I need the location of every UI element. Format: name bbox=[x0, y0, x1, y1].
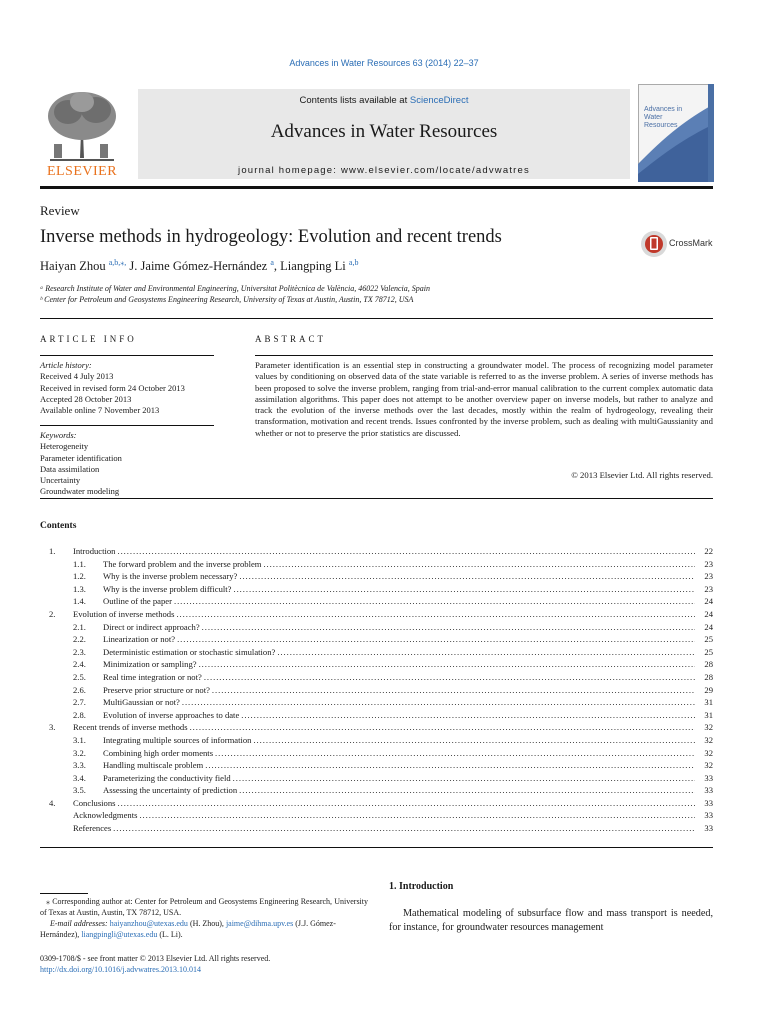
toc-entry-label[interactable]: Integrating multiple sources of information bbox=[103, 734, 252, 745]
toc-entry[interactable] bbox=[40, 646, 713, 659]
toc-entry-label[interactable]: Why is the inverse problem necessary? bbox=[103, 571, 238, 582]
email-link[interactable]: haiyanzhou@utexas.edu bbox=[109, 919, 188, 928]
toc-leader-dots bbox=[118, 797, 696, 810]
toc-entry-number: 2.6. bbox=[73, 684, 86, 695]
toc-leader-dots bbox=[182, 696, 695, 709]
toc-leader-dots bbox=[177, 633, 695, 646]
toc-leader-dots bbox=[233, 772, 695, 785]
toc-entry-label[interactable]: Handling multiscale problem bbox=[103, 760, 204, 771]
toc-entry-number: 1.4. bbox=[73, 596, 86, 607]
toc-entry-number: 1.1. bbox=[73, 558, 86, 569]
toc-entry-label[interactable]: Conclusions bbox=[73, 797, 116, 808]
keyword: Uncertainty bbox=[40, 475, 81, 486]
article-type: Review bbox=[40, 203, 80, 218]
toc-leader-dots bbox=[174, 595, 695, 608]
author-affil-sup[interactable]: a bbox=[270, 258, 274, 267]
elsevier-logo[interactable] bbox=[40, 88, 124, 180]
toc-entry[interactable] bbox=[40, 721, 713, 734]
keyword: Heterogeneity bbox=[40, 441, 89, 452]
toc-entry-page: 25 bbox=[704, 634, 713, 645]
toc-entry-label[interactable]: Preserve prior structure or not? bbox=[103, 684, 210, 695]
toc-entry[interactable] bbox=[40, 608, 713, 621]
elsevier-wordmark: ELSEVIER bbox=[46, 164, 118, 179]
toc-entry-label[interactable]: Outline of the paper bbox=[103, 596, 172, 607]
toc-entry-page: 31 bbox=[704, 709, 713, 720]
toc-entry-label[interactable]: Why is the inverse problem difficult? bbox=[103, 583, 232, 594]
toc-entry-label[interactable]: Recent trends of inverse methods bbox=[73, 722, 188, 733]
toc-entry-label[interactable]: Linearization or not? bbox=[103, 634, 176, 645]
toc-entry-page: 28 bbox=[704, 659, 713, 670]
history-online: Available online 7 November 2013 bbox=[40, 405, 160, 416]
toc-entry-page: 33 bbox=[704, 785, 713, 796]
email-link[interactable]: jaime@dihma.upv.es bbox=[225, 919, 294, 928]
journal-homepage[interactable]: journal homepage: www.elsevier.com/locate/advwatres bbox=[238, 165, 530, 176]
sciencedirect-link[interactable]: ScienceDirect bbox=[409, 95, 469, 106]
doi-link[interactable]: http://dx.doi.org/10.1016/j.advwatres.2013.10.014 bbox=[40, 965, 201, 974]
toc-entry-label[interactable]: Evolution of inverse methods bbox=[73, 608, 175, 619]
toc-entry-label[interactable]: References bbox=[73, 823, 112, 834]
article-info-rule bbox=[40, 355, 214, 356]
abstract-copyright: © 2013 Elsevier Ltd. All rights reserved. bbox=[571, 470, 713, 480]
toc-leader-dots bbox=[239, 784, 695, 797]
toc-entry-number: 2.3. bbox=[73, 646, 86, 657]
author-list: Haiyan Zhou $^{a,b,⁎,}$ J. Jaime Gómez-Hernández $^a$, Liangping Li $^{a,b}$ bbox=[40, 258, 359, 274]
toc-entry-number: 2.4. bbox=[73, 659, 86, 670]
header-rule bbox=[40, 186, 713, 189]
toc-entry-page: 24 bbox=[704, 608, 713, 619]
toc-entry[interactable] bbox=[40, 570, 713, 583]
toc-entry-label[interactable]: The forward problem and the inverse problem bbox=[103, 558, 262, 569]
toc-entry-label[interactable]: Acknowledgments bbox=[73, 810, 138, 821]
toc-entry-number: 2.8. bbox=[73, 709, 86, 720]
toc-leader-dots bbox=[277, 646, 695, 659]
toc-entry-number: 2.5. bbox=[73, 671, 86, 682]
toc-entry-page: 33 bbox=[704, 772, 713, 783]
toc-entry-number: 2.7. bbox=[73, 697, 86, 708]
toc-entry-page: 23 bbox=[704, 583, 713, 594]
table-of-contents bbox=[40, 545, 713, 835]
toc-leader-dots bbox=[199, 658, 695, 671]
issn-line: 0309-1708/$ - see front matter © 2013 Elsevier Ltd. All rights reserved. bbox=[40, 954, 271, 963]
toc-entry-label[interactable]: Direct or indirect approach? bbox=[103, 621, 200, 632]
toc-leader-dots bbox=[263, 558, 695, 571]
toc-entry-number: 2.1. bbox=[73, 621, 86, 632]
toc-leader-dots bbox=[176, 608, 695, 621]
toc-entry-number: 1.2. bbox=[73, 571, 86, 582]
toc-entry-page: 24 bbox=[704, 621, 713, 632]
toc-entry[interactable] bbox=[40, 671, 713, 684]
toc-entry-number: 3.4. bbox=[73, 772, 86, 783]
issn-block bbox=[40, 953, 270, 975]
toc-entry-label[interactable]: Deterministic estimation or stochastic simulation? bbox=[103, 646, 276, 657]
toc-entry-page: 25 bbox=[704, 646, 713, 657]
toc-entry-label[interactable]: Assessing the uncertainty of prediction bbox=[103, 785, 238, 796]
toc-entry-label[interactable]: Minimization or sampling? bbox=[103, 659, 197, 670]
introduction-text: Mathematical modeling of subsurface flow and mass transport is needed, for instance, for groundwater resources management bbox=[389, 908, 713, 933]
toc-entry-page: 32 bbox=[704, 747, 713, 758]
toc-entry-page: 33 bbox=[704, 823, 713, 834]
toc-entry-page: 29 bbox=[704, 684, 713, 695]
keyword: Groundwater modeling bbox=[40, 486, 120, 497]
author-name[interactable]: J. Jaime Gómez-Hernández bbox=[129, 259, 268, 274]
contents-available-line: Contents lists available at ScienceDirect bbox=[299, 95, 469, 106]
toc-entry-page: 23 bbox=[704, 558, 713, 569]
toc-entry[interactable] bbox=[40, 633, 713, 646]
toc-entry[interactable] bbox=[40, 784, 713, 797]
toc-entry-page: 28 bbox=[704, 671, 713, 682]
toc-entry-label[interactable]: Evolution of inverse approaches to date bbox=[103, 709, 240, 720]
history-label: Article history: bbox=[40, 360, 92, 370]
toc-entry-number: 3. bbox=[49, 722, 56, 733]
toc-entry[interactable] bbox=[40, 696, 713, 709]
toc-entry-page: 31 bbox=[704, 697, 713, 708]
history-accepted: Accepted 28 October 2013 bbox=[40, 393, 132, 404]
affiliation-b: ᵇ Center for Petroleum and Geosystems Engineering Research, University of Texas at Austin, Austin, TX 78712, USA bbox=[40, 295, 414, 304]
introduction-heading: 1. Introduction bbox=[389, 881, 454, 892]
toc-entry-label[interactable]: Combining high order moments bbox=[103, 747, 214, 758]
affiliation-a: ᵃ Research Institute of Water and Environmental Engineering, Universitat Politècnica de València, 46022 Valencia, Spain bbox=[40, 284, 431, 293]
toc-leader-dots bbox=[241, 709, 695, 722]
toc-entry[interactable] bbox=[40, 809, 713, 822]
author-affil-sup[interactable]: a,b bbox=[348, 258, 359, 267]
toc-entry[interactable] bbox=[40, 759, 713, 772]
author-name[interactable]: Liangping Li bbox=[280, 259, 346, 274]
contents-heading: Contents bbox=[40, 521, 77, 531]
toc-entry-number: 1.3. bbox=[73, 583, 86, 594]
toc-entry-label[interactable]: MultiGaussian or not? bbox=[103, 697, 180, 708]
toc-entry[interactable] bbox=[40, 595, 713, 608]
toc-leader-dots bbox=[253, 734, 695, 747]
toc-entry-page: 32 bbox=[704, 722, 713, 733]
email-link[interactable]: liangpingli@utexas.edu bbox=[81, 930, 158, 939]
toc-entry-page: 33 bbox=[704, 797, 713, 808]
email-addresses: E-mail addresses: haiyanzhou@utexas.edu (H. Zhou), jaime@dihma.upv.es (J.J. Gómez-Hernández), liangpingli@utexas.edu (L. Li). bbox=[40, 919, 336, 939]
toc-entry-page: 33 bbox=[704, 810, 713, 821]
toc-leader-dots bbox=[215, 747, 695, 760]
cover-title: Advances in Water Resources bbox=[644, 106, 683, 129]
toc-leader-dots bbox=[212, 684, 695, 697]
toc-entry-page: 32 bbox=[704, 734, 713, 745]
contents-rule bbox=[40, 847, 713, 848]
toc-entry-label[interactable]: Introduction bbox=[73, 546, 116, 556]
toc-entry[interactable] bbox=[40, 621, 713, 634]
toc-entry-number: 3.3. bbox=[73, 760, 86, 771]
journal-name: Advances in Water Resources bbox=[270, 121, 498, 142]
toc-leader-dots bbox=[233, 583, 695, 596]
toc-leader-dots bbox=[204, 671, 695, 684]
toc-entry-number: 3.5. bbox=[73, 785, 86, 796]
toc-entry-page: 23 bbox=[704, 571, 713, 582]
abstract-heading: ABSTRACT bbox=[255, 334, 327, 344]
keyword: Parameter identification bbox=[40, 452, 122, 463]
corresponding-author-footnote bbox=[40, 896, 368, 940]
toc-entry[interactable] bbox=[40, 747, 713, 760]
toc-entry[interactable] bbox=[40, 734, 713, 747]
toc-leader-dots bbox=[190, 721, 695, 734]
crossmark-badge[interactable] bbox=[640, 230, 720, 258]
toc-entry-page: 24 bbox=[704, 596, 713, 607]
toc-entry-number: 4. bbox=[49, 797, 56, 808]
toc-entry[interactable] bbox=[40, 545, 713, 558]
toc-leader-dots bbox=[117, 545, 695, 558]
toc-entry[interactable] bbox=[40, 772, 713, 785]
toc-entry-number: 2.2. bbox=[73, 634, 86, 645]
toc-entry[interactable] bbox=[40, 583, 713, 596]
author-affil-sup[interactable]: a,b,⁎, bbox=[108, 258, 127, 267]
corresponding-author: ⁎ Corresponding author at: Center for Petroleum and Geosystems Engineering Research, University of Texas at Austin, Austin, TX 78712, USA. bbox=[40, 897, 368, 917]
toc-leader-dots bbox=[202, 621, 695, 634]
journal-cover-icon bbox=[638, 84, 714, 182]
toc-entry-page: 22 bbox=[704, 546, 713, 556]
email-label: E-mail addresses: bbox=[50, 919, 108, 928]
toc-entry-number: 3.2. bbox=[73, 747, 86, 758]
keyword: Data assimilation bbox=[40, 463, 100, 474]
journal-cover-thumbnail[interactable] bbox=[638, 84, 714, 182]
toc-leader-dots bbox=[113, 822, 695, 835]
toc-entry[interactable] bbox=[40, 684, 713, 697]
history-revised: Received in revised form 24 October 2013 bbox=[40, 382, 185, 393]
toc-entry[interactable] bbox=[40, 658, 713, 671]
toc-leader-dots bbox=[139, 809, 695, 822]
toc-entry[interactable] bbox=[40, 797, 713, 810]
article-info-heading: ARTICLE INFO bbox=[40, 334, 137, 344]
toc-entry-number: 3.1. bbox=[73, 734, 86, 745]
history-received: Received 4 July 2013 bbox=[40, 371, 114, 382]
article-title: Inverse methods in hydrogeology: Evolution and recent trends bbox=[40, 227, 502, 247]
keywords bbox=[40, 430, 214, 498]
article-history bbox=[40, 360, 214, 416]
toc-entry-page: 32 bbox=[704, 760, 713, 771]
keywords-label: Keywords: bbox=[40, 430, 77, 440]
abstract-text: Parameter identification is an essential step in constructing a groundwater model. The process of recognizing model parameter values by conditioning on observed data of the state variable is referred to as the inverse problem. A series of inverse methods has been proposed to solve the inverse problem, ranging from trial-and-error manual calibration to the current complex automatic data assimilation algorithms. This paper does not attempt to be another overview paper on inverse models, but rather to analyze and track the evolution of the inverse methods over the last decades, mostly within the realm of hydrogeology, revealing their transformation, motivation and recent trends. Issues confronted by the inverse problem, such as dealing with multiGaussianity and whether or not to preserve the prior statistics are discussed. bbox=[255, 360, 713, 438]
toc-entry-number: 2. bbox=[49, 608, 56, 619]
toc-entry[interactable] bbox=[40, 709, 713, 722]
toc-entry[interactable] bbox=[40, 822, 713, 835]
article-info-bottom-rule bbox=[40, 498, 713, 499]
crossmark-label: CrossMark bbox=[669, 238, 713, 248]
toc-entry-label[interactable]: Parameterizing the conductivity field bbox=[103, 772, 231, 783]
toc-leader-dots bbox=[239, 570, 695, 583]
author-name[interactable]: Haiyan Zhou bbox=[40, 259, 106, 274]
abstract-rule bbox=[255, 355, 713, 356]
journal-header-box bbox=[138, 89, 630, 179]
toc-entry-label[interactable]: Real time integration or not? bbox=[103, 671, 202, 682]
crossmark-icon bbox=[640, 230, 668, 258]
journal-citation[interactable]: Advances in Water Resources 63 (2014) 22–37 bbox=[289, 58, 479, 68]
section-rule bbox=[40, 318, 713, 319]
toc-leader-dots bbox=[205, 759, 695, 772]
toc-entry-number: 1. bbox=[49, 546, 56, 556]
toc-entry[interactable] bbox=[40, 558, 713, 571]
footnote-rule bbox=[40, 893, 88, 894]
article-info-rule bbox=[40, 425, 214, 426]
